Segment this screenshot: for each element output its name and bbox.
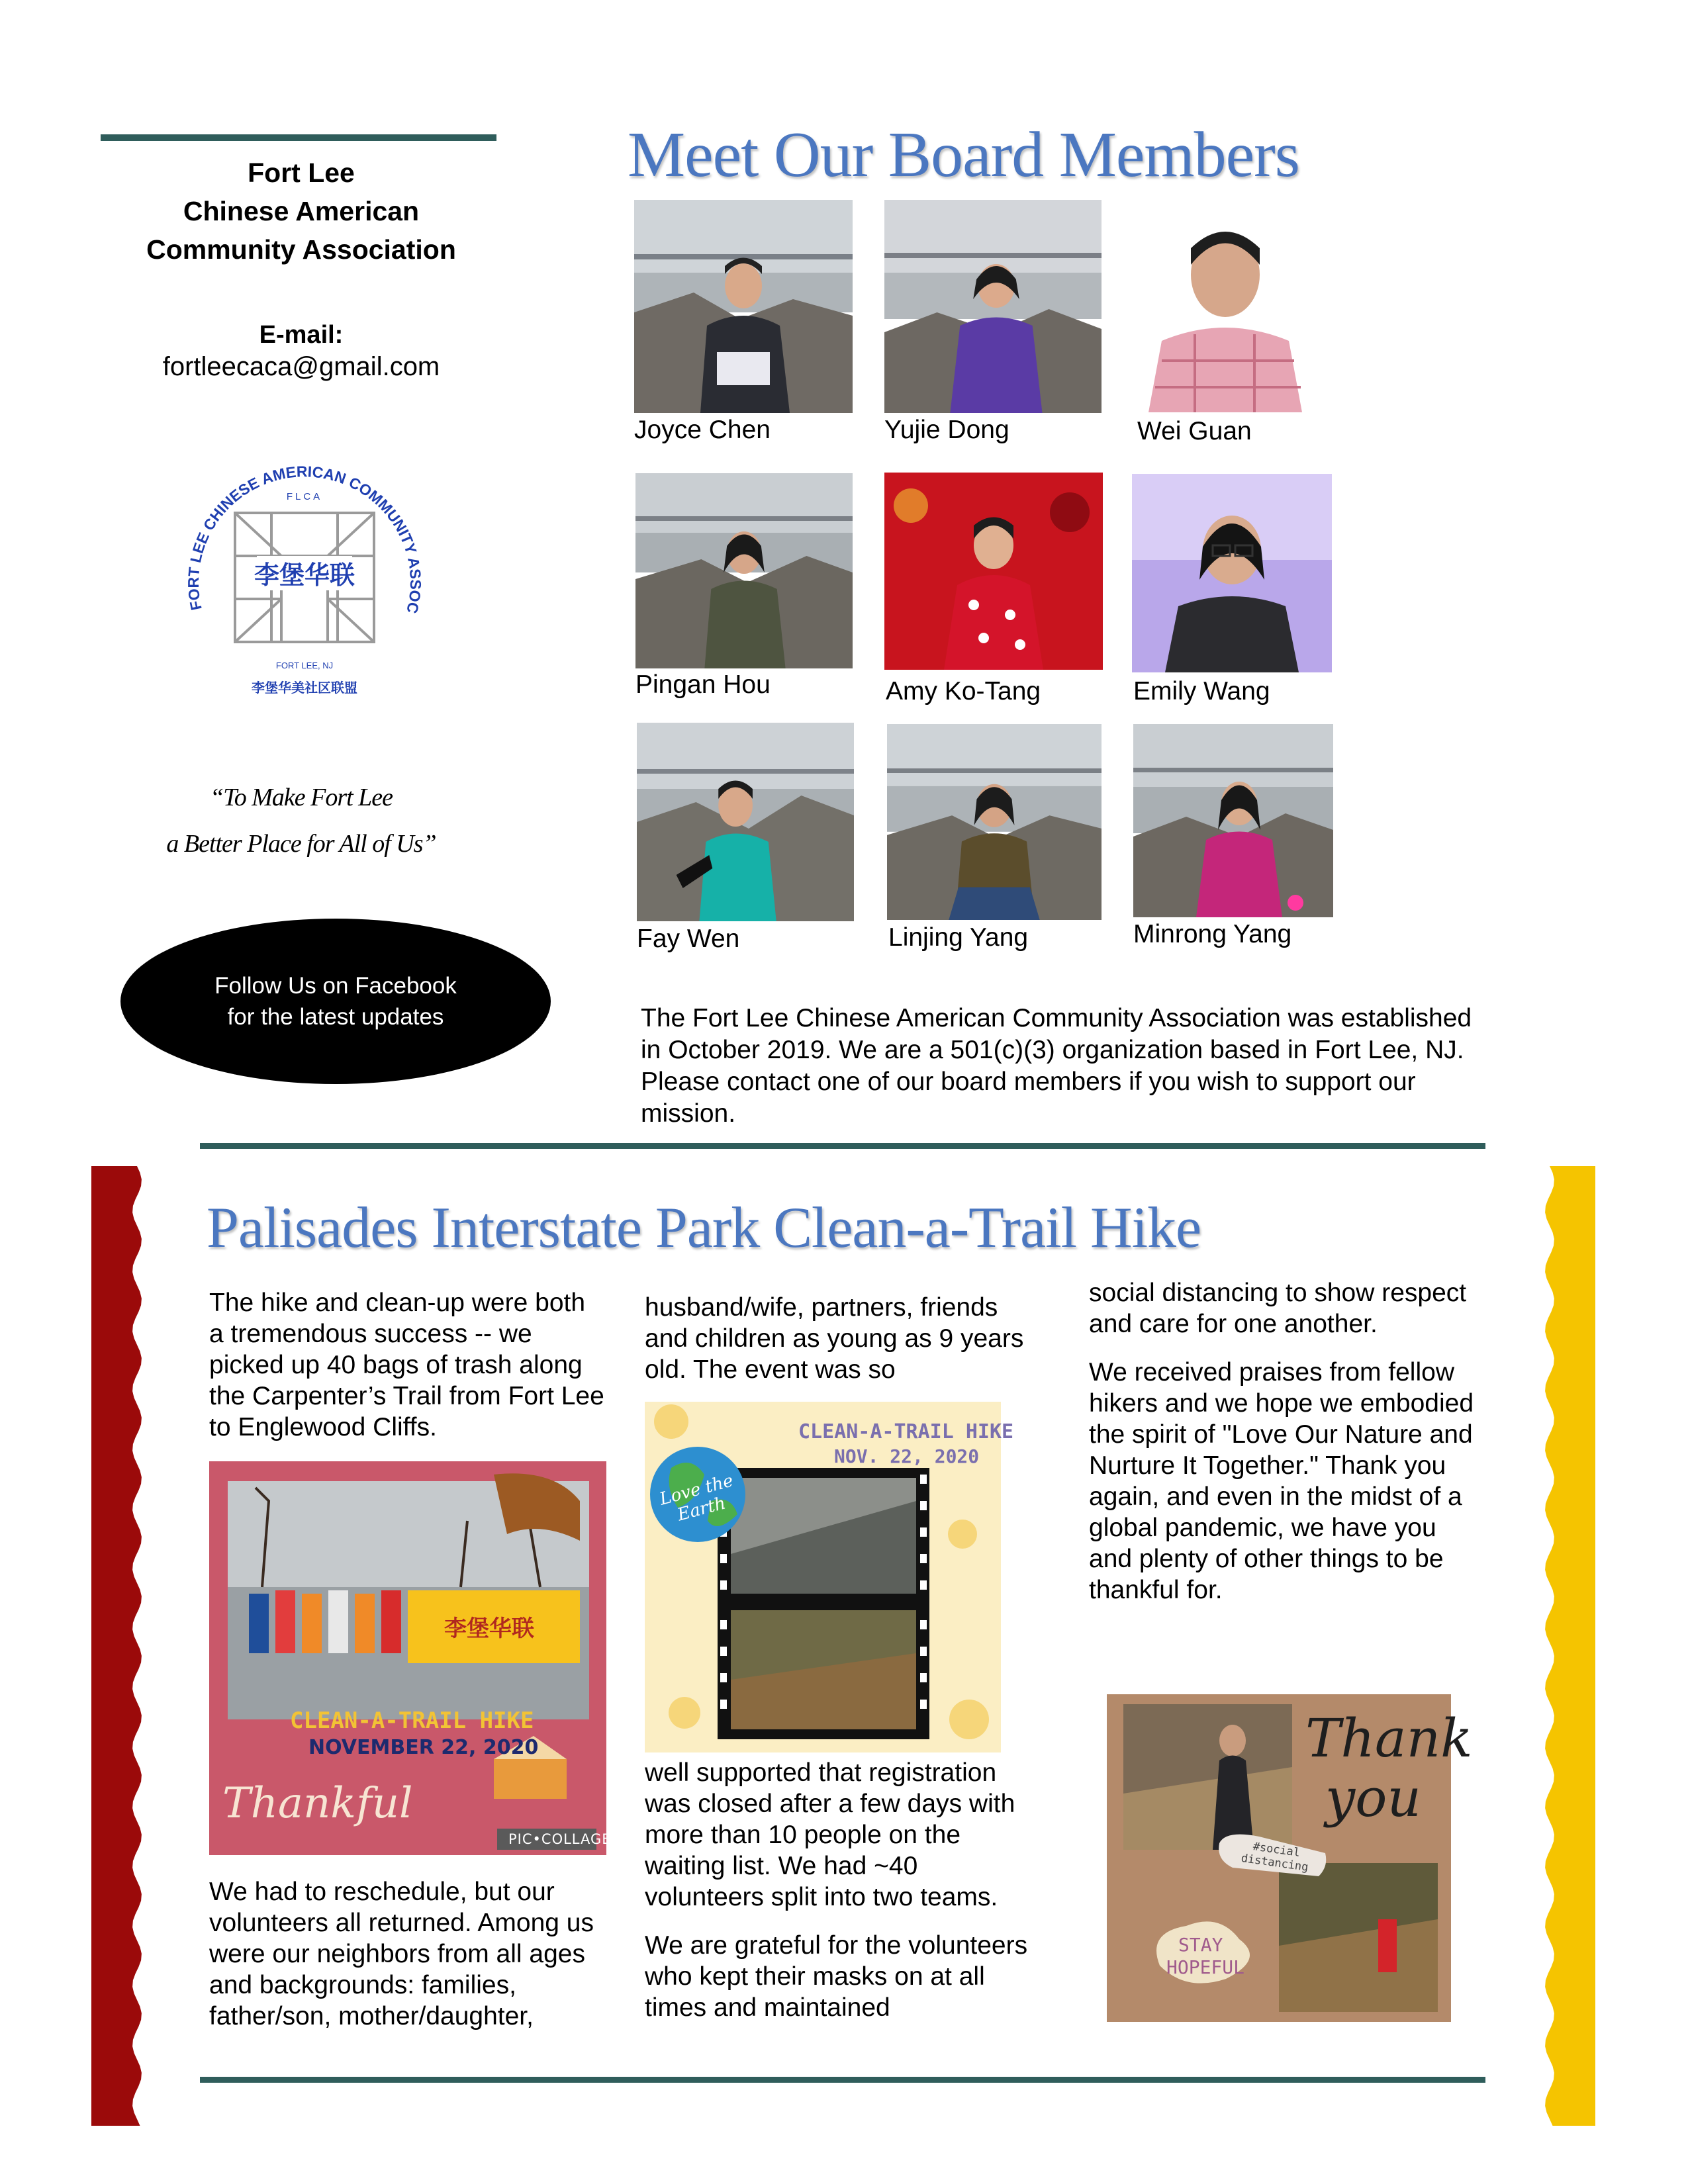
board-photo-emily-wang	[1132, 474, 1332, 672]
board-photo-fay-wen	[637, 723, 854, 921]
article-col2-bottom	[645, 1757, 1042, 2040]
collage1-watermark: PIC•COLLAGE	[508, 1831, 612, 1847]
collage2-title: CLEAN-A-TRAIL HIKE	[798, 1420, 1014, 1443]
board-photo-wei-guan	[1135, 202, 1315, 412]
motto-line2: a Better Place for All of Us”	[166, 830, 436, 858]
collage2-globe-text: Love the Earth	[657, 1471, 735, 1525]
hike-heading: Palisades Interstate Park Clean-a-Trail Hike	[207, 1196, 1201, 1260]
motto	[113, 774, 490, 867]
article-paragraph: We are grateful for the volunteers who kept their masks on at all times and maintained	[645, 1931, 1028, 2022]
board-name-pingan-hou: Pingan Hou	[635, 670, 771, 699]
logo-chinese-full: 李堡华美社区联盟	[252, 680, 357, 696]
motto-line1: “To Make Fort Lee	[209, 784, 393, 811]
article-paragraph: The hike and clean-up were both a tremendous success -- we picked up 40 bags of trash along the Carpenter’s Trail from Fort Lee to Englewood Cliffs.	[209, 1289, 604, 1441]
collage1-title: CLEAN-A-TRAIL HIKE	[290, 1707, 534, 1734]
board-photo-linjing-yang	[887, 724, 1102, 920]
board-name-amy-ko-tang: Amy Ko-Tang	[886, 677, 1041, 705]
org-name	[99, 154, 503, 269]
article-paragraph: We received praises from fellow hikers and we hope we embodied the spirit of "Love Our Nature and Nurture It Together." Thank you again, and even in the midst of a global pandemic, we have you and plenty of other things to be thankful for.	[1089, 1358, 1474, 1604]
article-paragraph: We had to reschedule, but our volunteers all returned. Among us were our neighbors from all ages and backgrounds: families, father/son, mother/daughter,	[209, 1878, 594, 2030]
article-col1-bottom	[209, 1876, 606, 2049]
org-name-line2: Chinese American	[183, 196, 420, 226]
about-paragraph: The Fort Lee Chinese American Community Association was established in October 2019. We are a 501(c)(3) organization based in Fort Lee, NJ. Please contact one of our board members if you wish to support our mission.	[641, 1004, 1472, 1128]
email-address[interactable]: fortleecaca@gmail.com	[162, 352, 440, 381]
collage-thank-you	[1107, 1694, 1473, 2022]
left-decorative-bar	[91, 1166, 142, 2126]
article-paragraph: social distancing to show respect and care for one another.	[1089, 1279, 1467, 1338]
article-col1-top	[209, 1287, 606, 1460]
board-photo-minrong-yang	[1133, 724, 1333, 917]
article-col2-top	[645, 1292, 1042, 1402]
collage3-thank: Thank	[1305, 1707, 1473, 1769]
collage3-you: you	[1325, 1767, 1421, 1829]
logo-chinese-name: 李堡华联	[254, 561, 355, 590]
article-paragraph: husband/wife, partners, friends and children as young as 9 years old. The event was so	[645, 1293, 1024, 1384]
flca-logo	[172, 457, 437, 715]
collage-clean-a-trail	[645, 1402, 1014, 1752]
facebook-line1: Follow Us on Facebook	[214, 973, 457, 999]
board-name-emily-wang: Emily Wang	[1133, 677, 1270, 705]
board-photo-yujie-dong	[884, 200, 1102, 413]
board-name-linjing-yang: Linjing Yang	[888, 923, 1029, 952]
collage3-stay: STAY	[1178, 1934, 1223, 1956]
collage1-thankful: Thankful	[222, 1779, 413, 1828]
section-divider-top	[200, 1143, 1485, 1149]
org-name-line1: Fort Lee	[248, 158, 355, 188]
collage3-tag: #social distancing	[1240, 1840, 1309, 1874]
facebook-callout[interactable]	[120, 919, 551, 1084]
collage1-banner: 李堡华联	[444, 1615, 534, 1642]
board-photo-joyce-chen	[634, 200, 853, 413]
board-photo-pingan-hou	[635, 473, 853, 668]
right-decorative-bar	[1545, 1166, 1595, 2126]
board-photo-amy-ko-tang	[884, 473, 1103, 670]
collage3-hopeful: HOPEFUL	[1166, 1956, 1245, 1978]
article-col3	[1089, 1277, 1486, 1623]
article-paragraph: well supported that registration was closed after a few days with more than 10 people on the waiting list. We had ~40 volunteers split into two teams.	[645, 1758, 1015, 1911]
email-label: E-mail:	[259, 321, 344, 349]
org-name-line3: Community Association	[146, 234, 456, 265]
board-name-yujie-dong: Yujie Dong	[884, 416, 1009, 444]
collage2-date: NOV. 22, 2020	[834, 1445, 980, 1467]
collage1-date: NOVEMBER 22, 2020	[308, 1736, 539, 1759]
facebook-line2: for the latest updates	[227, 1004, 444, 1030]
logo-abbrev: FLCA	[286, 491, 323, 502]
logo-ring-text: FORT LEE CHINESE AMERICAN COMMUNITY ASSOC	[184, 463, 425, 615]
logo-location: FORT LEE, NJ	[275, 660, 334, 670]
board-heading: Meet Our Board Members	[628, 119, 1299, 191]
board-name-fay-wen: Fay Wen	[637, 925, 740, 953]
board-name-joyce-chen: Joyce Chen	[634, 416, 771, 444]
board-name-wei-guan: Wei Guan	[1137, 417, 1252, 445]
sidebar-top-rule	[101, 134, 496, 141]
section-divider-bottom	[200, 2077, 1485, 2083]
collage-thankful	[209, 1461, 612, 1855]
board-name-minrong-yang: Minrong Yang	[1133, 920, 1292, 948]
